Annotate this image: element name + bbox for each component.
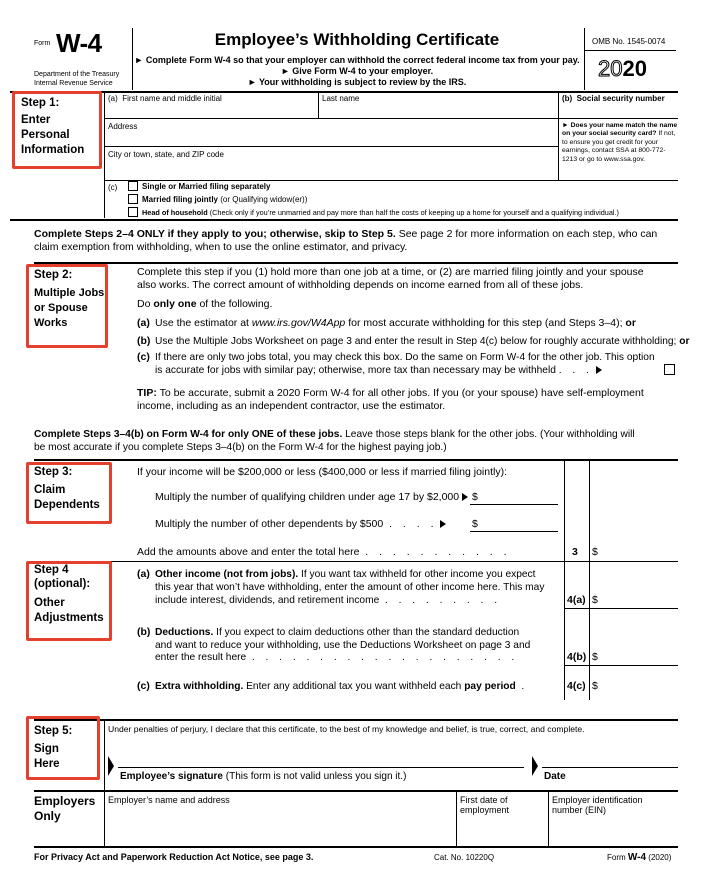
single-checkbox[interactable] [128, 181, 138, 191]
ein-field[interactable] [552, 818, 676, 844]
form-label: Form [34, 40, 51, 47]
footer-form-id: Form W-4 (2020) [607, 852, 672, 863]
catalog-number: Cat. No. 10220Q [434, 853, 495, 862]
ein-label: Employer identification number (EIN) [552, 795, 643, 815]
line-4c-dollar: $ [592, 680, 598, 692]
line-3-dollar: $ [592, 546, 598, 558]
step2-intro-2: also works. The correct amount of withholding depends on income earned from all of these jobs. [137, 279, 584, 291]
line-4b-field[interactable] [598, 648, 678, 664]
step3-label: Step 3: Claim Dependents [34, 466, 100, 511]
address-field[interactable] [108, 132, 554, 146]
step4b-label: (b) [137, 626, 151, 638]
step3-total-label: Add the amounts above and enter the total here . . . . . . . . . . . [137, 546, 511, 558]
instruction-line-2: ► Give Form W-4 to your employer. [280, 66, 434, 76]
step3-intro: If your income will be $200,000 or less ($400,000 or less if married filing jointly): [137, 466, 508, 478]
irs-label: Internal Revenue Service [34, 80, 113, 87]
line-4b-dollar: $ [592, 651, 598, 663]
privacy-notice: For Privacy Act and Paperwork Reduction Act Notice, see page 3. [34, 852, 314, 862]
signature-field[interactable] [118, 752, 524, 768]
other-dependents-label: Multiply the number of other dependents by $500 . . . . [155, 518, 446, 532]
steps-3-4-instruction: Complete Steps 3–4(b) on Form W-4 for only ONE of these jobs. Leave those steps blank for the other jobs. (Your withholding will [34, 429, 635, 440]
city-label: City or town, state, and ZIP code [108, 150, 224, 159]
address-label: Address [108, 122, 138, 131]
signature-arrow-icon [108, 756, 114, 776]
step2-c-text-1: If there are only two jobs total, you may check this box. Do the same on Form W-4 for the other job. This option [155, 352, 655, 363]
steps-3-4-instruction-line-2: be most accurate if you complete Steps 3–4(b) on the Form W-4 for the highest paying job.) [34, 442, 447, 453]
steps-2-4-instruction-line-2: claim exemption from withholding, when to use the online estimator, and privacy. [34, 241, 408, 253]
line-4b-number: 4(b) [567, 651, 587, 663]
date-field[interactable] [542, 752, 678, 768]
ssn-field[interactable] [562, 104, 676, 118]
instruction-line-3: ► Your withholding is subject to review by the IRS. [247, 77, 467, 87]
step4c-label: (c) [137, 680, 150, 692]
step4b-text-3: enter the result here . . . . . . . . . . . . . . . . . . . . [155, 652, 519, 663]
line-4a-field[interactable] [598, 591, 678, 607]
two-jobs-checkbox[interactable] [664, 364, 675, 375]
married-jointly-label: Married filing jointly (or Qualifying widow(er)) [142, 195, 308, 204]
step4a-text-3: include interest, dividends, and retirement income . . . . . . . . . [155, 595, 502, 606]
first-name-label: (a) First name and middle initial [108, 94, 222, 103]
line-4c-field[interactable] [598, 677, 678, 693]
step2-c-text-2: is accurate for jobs with similar pay; otherwise, more tax than necessary may be withheld . . . [155, 364, 602, 378]
city-field[interactable] [108, 160, 554, 178]
other-dependents-dollar: $ [472, 518, 478, 530]
employers-only-label: Employers Only [34, 794, 96, 823]
steps-2-4-instruction: Complete Steps 2–4 ONLY if they apply to you; otherwise, skip to Step 5. See page 2 for more information on each step, who can [34, 228, 658, 240]
step4c-text: Extra withholding. Enter any additional tax you want withheld each pay period . [155, 681, 529, 692]
first-date-field[interactable] [460, 818, 544, 844]
step2-b-label: (b) [137, 335, 151, 347]
first-name-field[interactable] [108, 104, 316, 118]
step2-intro-1: Complete this step if you (1) hold more than one job at a time, or (2) are married filing jointly and your spouse [137, 266, 644, 278]
other-dependents-field[interactable] [470, 518, 558, 532]
step4a-text-2: this year that won’t have withholding, enter the amount of other income here. This may [155, 582, 545, 593]
line-4a-number: 4(a) [567, 594, 586, 606]
single-label: Single or Married filing separately [142, 182, 271, 191]
line-3-field[interactable] [598, 543, 678, 559]
qualifying-children-field[interactable] [470, 491, 558, 505]
qualifying-children-label: Multiply the number of qualifying children under age 17 by $2,000 [155, 491, 468, 505]
line-4c-number: 4(c) [567, 680, 586, 692]
line-4a-dollar: $ [592, 594, 598, 606]
step1-label: Step 1: Enter Personal Information [21, 97, 85, 156]
perjury-statement: Under penalties of perjury, I declare that this certificate, to the best of my knowledge and belief, is true, correct, and complete. [108, 724, 585, 734]
employer-name-field[interactable] [108, 806, 452, 844]
head-of-household-checkbox[interactable] [128, 207, 138, 217]
ssn-label: (b) Social security number [562, 94, 665, 103]
step2-label: Step 2: Multiple Jobs or Spouse Works [34, 269, 105, 329]
step4a-text-1: Other income (not from jobs). If you want tax withheld for other income you expect [155, 569, 536, 580]
line-3-number: 3 [572, 546, 578, 558]
department-label: Department of the Treasury [34, 71, 120, 78]
married-jointly-checkbox[interactable] [128, 194, 138, 204]
instruction-line-1: ► Complete Form W-4 so that your employer can withhold the correct federal income tax from your pay. [134, 55, 580, 65]
step2-b-text: Use the Multiple Jobs Worksheet on page 3 and enter the result in Step 4(c) below for roughly accurate withholding; or [155, 336, 690, 347]
step5-label: Step 5: Sign Here [34, 725, 73, 770]
last-name-field[interactable] [322, 104, 556, 118]
step2-do-one: Do only one of the following. [137, 298, 273, 310]
omb-number: OMB No. 1545-0074 [592, 37, 666, 46]
ssn-match-note: ► Does your name match the name on your social security card? If not, to ensure you get credit for your earnings, contact SSA at 800-772-1213 or go to www.ssa.gov. [562, 122, 678, 163]
form-name: W-4 [56, 28, 102, 58]
signature-label: Employee’s signature (This form is not valid unless you sign it.) [120, 771, 407, 782]
step2-a-text: Use the estimator at www.irs.gov/W4App for most accurate withholding for this step (and Steps 3–4); or [155, 317, 636, 329]
date-arrow-icon [532, 756, 538, 776]
date-label: Date [544, 771, 566, 782]
step4a-label: (a) [137, 568, 150, 580]
form-header [0, 0, 708, 92]
step2-a-label: (a) [137, 317, 150, 329]
step4b-text-1: Deductions. If you expect to claim deductions other than the standard deduction [155, 627, 520, 638]
step2-tip-2: income, including as an independent contractor, use the estimator. [137, 400, 446, 412]
estimator-link[interactable]: www.irs.gov/W4App [251, 317, 346, 329]
filing-status-label: (c) [108, 183, 118, 192]
last-name-label: Last name [322, 94, 360, 103]
step4b-text-2: and want to reduce your withholding, use the Deductions Worksheet on page 3 and [155, 640, 531, 651]
step2-c-label: (c) [137, 351, 150, 363]
step4-label: Step 4 (optional): Other Adjustments [34, 564, 104, 624]
tax-year: 2020 [598, 56, 647, 81]
qualifying-children-dollar: $ [472, 491, 478, 503]
form-title: Employee’s Withholding Certificate [214, 30, 500, 49]
employer-name-label: Employer’s name and address [108, 795, 230, 805]
step2-tip-1: TIP: To be accurate, submit a 2020 Form W-4 for all other jobs. If you (or your spouse) have self-employment [137, 387, 644, 399]
head-of-household-label: Head of household (Check only if you’re unmarried and pay more than half the costs of keeping up a home for yourself and a qualifying individual.) [142, 208, 619, 217]
first-date-label: First date of employment [460, 795, 510, 815]
